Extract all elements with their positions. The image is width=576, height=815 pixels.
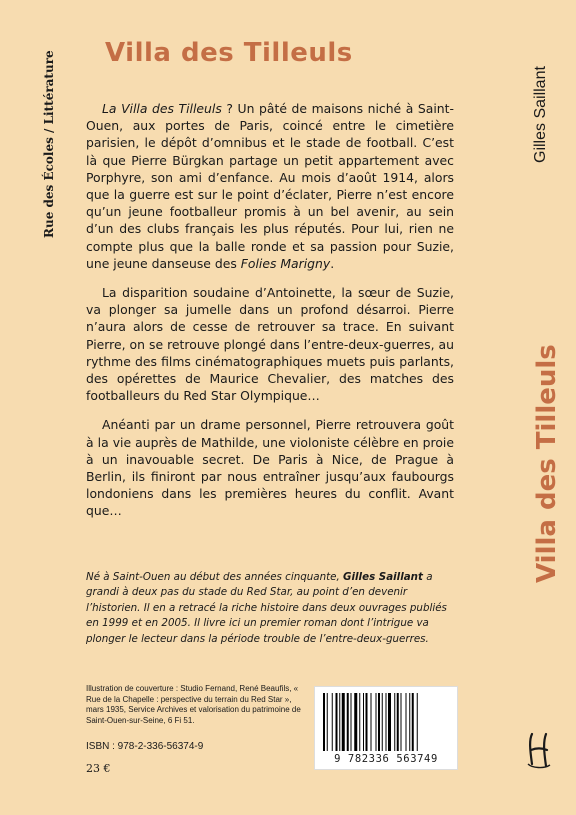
synopsis bbox=[86, 100, 454, 532]
barcode-bar bbox=[406, 693, 407, 751]
barcode-bar bbox=[382, 693, 383, 751]
barcode bbox=[314, 686, 458, 770]
barcode-bar bbox=[366, 693, 368, 751]
barcode-bar bbox=[412, 693, 414, 751]
barcode-bar bbox=[359, 693, 360, 751]
barcode-bar bbox=[347, 693, 349, 751]
spine-title: Villa des Tilleuls bbox=[532, 344, 562, 583]
barcode-bars bbox=[321, 693, 451, 751]
cover-credits: Illustration de couverture : Studio Fernand, René Beaufils, « Rue de la Chapelle : perspective du terrain du Red Star », mars 1935, Service Archives et valorisation du patrimoine de Saint-Ouen-sur-Seine, 6 Fi 51. bbox=[86, 684, 301, 725]
barcode-bar bbox=[397, 693, 399, 751]
barcode-bar bbox=[332, 693, 333, 751]
barcode-bar bbox=[354, 693, 357, 751]
barcode-bar bbox=[409, 693, 410, 751]
barcode-bar bbox=[363, 693, 364, 751]
series-label: Rue des Écoles / Littérature bbox=[42, 50, 56, 238]
bio-author-name: Gilles Saillant bbox=[343, 571, 423, 583]
bio-text-after: a grandi à deux pas du stade du Red Star, au point d’en devenir l’historien. Il en a retracé la riche histoire dans deux ouvrages publiés en 1999 et en 2005. Il livre ici un premier roman dont l’intrigue va plonger le lecteur dans la période trouble de l’entre-deux-guerres. bbox=[86, 571, 447, 645]
barcode-bar bbox=[371, 693, 372, 751]
barcode-bar bbox=[378, 693, 380, 751]
synopsis-paragraph-3: Anéanti par un drame personnel, Pierre retrouvera goût à la vie auprès de Mathilde, une violoniste célèbre en proie à un inavouable secret. De Paris à Nice, de Prague à Berlin, ils finiront par nous entraîner jusqu’aux faubourgs londoniens dans les premières heures du conflit. Avant que… bbox=[86, 417, 454, 519]
barcode-bar bbox=[342, 693, 345, 751]
paragraph-1-segment: La Villa des Tilleuls bbox=[102, 101, 222, 116]
barcode-bar bbox=[417, 693, 418, 751]
synopsis-paragraph-2: La disparition soudaine d’Antoinette, la sœur de Suzie, va plonger sa jumelle dans un profond désarroi. Pierre n’aura alors de cesse de retrouver sa trace. En suivant Pierre, on se retrouve plongé dans l’entre-deux-guerres, au rythme des films cinématographiques muets puis parlants, des opérettes de Maurice Chevalier, des matches des footballeurs du Red Star Olympique… bbox=[86, 285, 454, 404]
author-bio bbox=[86, 570, 458, 647]
paragraph-1-segment: ? Un pâté de maisons niché à Saint-Ouen, aux portes de Paris, coincé entre le cimetière parisien, le dépôt d’omnibus et le stade de football. C’est là que Pierre Bürgkan partage un petit appartement avec Porphyre, son ami d’enfance. Au mois d’août 1914, alors que la guerre est sur le point d’éclater, Pierre n’est encore qu’un jeune footballeur promis à un bel avenir, au sein d’un des clubs français les plus réputés. Pour lui, rien ne compte plus que la balle ronde et sa passion pour Suzie, une jeune danseuse des bbox=[86, 101, 454, 271]
barcode-bar bbox=[327, 693, 328, 751]
bio-text-before: Né à Saint-Ouen au début des années cinquante, bbox=[86, 571, 344, 583]
barcode-bar bbox=[323, 693, 325, 751]
book-title: Villa des Tilleuls bbox=[105, 38, 353, 68]
spine-author: Gilles Saillant bbox=[532, 66, 549, 163]
barcode-bar bbox=[394, 693, 395, 751]
barcode-bar bbox=[386, 693, 387, 751]
barcode-bar bbox=[388, 693, 391, 751]
paragraph-1-segment: Folies Marigny bbox=[240, 255, 331, 271]
barcode-digits: 9 782336 563749 bbox=[334, 753, 438, 765]
isbn: ISBN : 978-2-336-56374-9 bbox=[86, 741, 204, 752]
barcode-bar bbox=[401, 693, 402, 751]
publisher-logo-icon bbox=[526, 730, 552, 770]
left-spine bbox=[0, 0, 72, 815]
barcode-bar bbox=[376, 693, 377, 751]
synopsis-paragraph-1 bbox=[86, 100, 454, 272]
barcode-bar bbox=[339, 693, 340, 751]
paragraph-1-segment: . bbox=[330, 255, 335, 271]
barcode-bar bbox=[351, 693, 352, 751]
barcode-bar bbox=[336, 693, 338, 751]
price: 23 € bbox=[86, 762, 111, 775]
